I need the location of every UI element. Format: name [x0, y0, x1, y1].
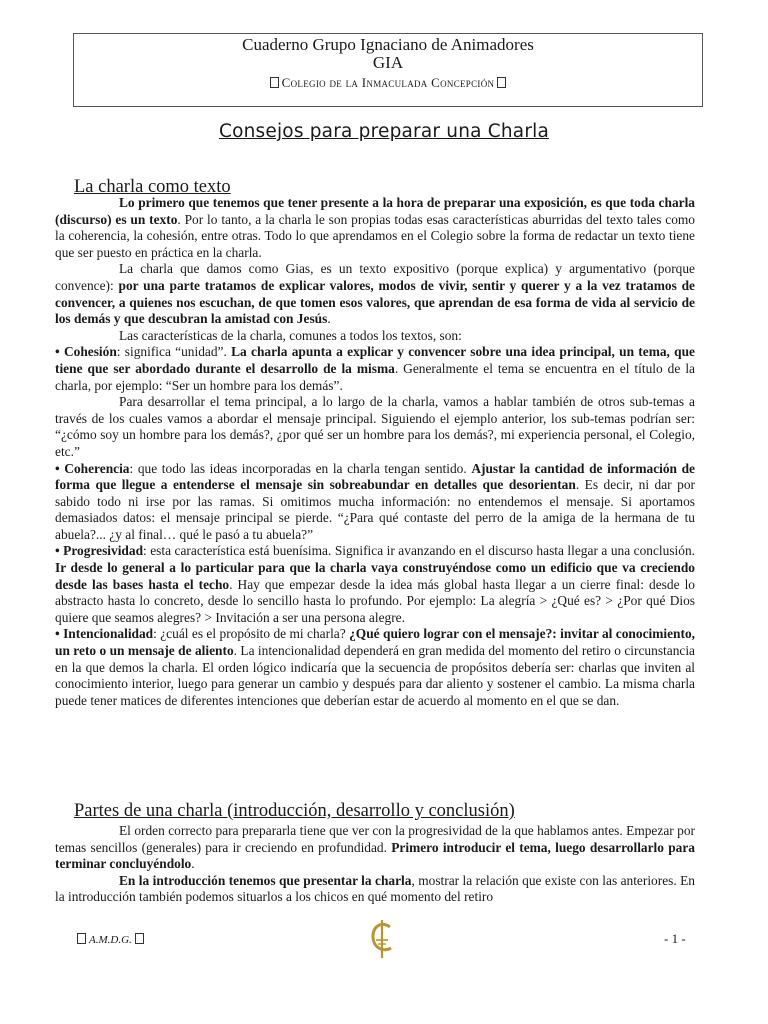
box-glyph-icon	[497, 77, 506, 88]
text: : ¿cuál es el propósito de mi charla?	[153, 626, 350, 642]
box-glyph-icon	[135, 933, 144, 944]
paragraph	[55, 873, 695, 906]
box-glyph-icon	[270, 77, 279, 88]
text: . La intencionalidad dependerá en gran medida del momento del retiro o circunstancia en la que demos la charla. El orden lógico indicaría que la secuencia de propósitos debería ser: charlas que inviten al conocimiento interior, luego para generar un cambio y después para dar aliento y sostener el cambio. La misma charla puede tener matices de diferentes intenciones que deberían estar de acuerdo al momento en el que se dan.	[55, 643, 695, 708]
text: .	[191, 856, 195, 872]
bullet-label: • Intencionalidad	[55, 626, 154, 642]
section-body-partes	[55, 823, 695, 906]
bold-text: ¿Qué quiero lograr con el mensaje?: invitar al conocimiento, un reto o un mensaje de aliento	[55, 626, 695, 659]
bold-text: Ir desde lo general a lo particular para que la charla vaya construyéndose como un edificio que va creciendo desde las bases hasta el techo	[55, 560, 695, 592]
text: La charla que damos como Gias, es un texto expositivo (porque explica) y argumentativo (porque convence):	[55, 261, 695, 293]
section-body-charla-texto	[55, 195, 695, 709]
header-box	[73, 33, 703, 107]
bold-text: La charla apunta a explicar y convencer sobre una idea principal, un tema, que tiene que ser abordado durante el desarrollo de la misma	[55, 344, 695, 376]
bullet-label: • Coherencia	[55, 460, 130, 476]
header-school-name: Colegio de la Inmaculada Concepción	[281, 75, 495, 90]
bullet-label: • Progresividad	[55, 543, 144, 559]
footer-amdg-text: A.M.D.G.	[89, 934, 132, 946]
bold-text: Lo primero que tenemos que tener presente a la hora de preparar una exposición, es que toda charla (discurso) es un texto	[55, 195, 695, 227]
text: . Por lo tanto, a la charla le son propias todas esas características aburridas del texto tales como la coherencia, la cohesión, entre otras. Todo lo que aprendamos en el Colegio sobre la forma de redactar un texto tiene que ser puesto en práctica en la charla.	[55, 211, 695, 260]
bold-text: En la introducción tenemos que presentar la charla	[119, 872, 412, 888]
footer-amdg	[74, 933, 147, 946]
section-heading-partes: Partes de una charla (introducción, desarrollo y conclusión)	[74, 801, 515, 821]
page-number: - 1 -	[664, 931, 686, 946]
paragraph: Para desarrollar el tema principal, a lo largo de la charla, vamos a hablar también de otros sub-temas a través de los cuales vamos a abordar el mensaje principal. Siguiendo el ejemplo anterior, los sub-temas podrían ser: “¿cómo soy un hombre para los demás?, ¿por qué ser un hombre para los demás?, mi experiencia personal, el Colegio, etc.”	[55, 394, 695, 459]
paragraph-coherencia	[55, 461, 695, 544]
text: , mostrar la relación que existe con las anteriores. En la introducción también podemos situarlos a los chicos en qué momento del retiro	[55, 872, 695, 905]
header-title: Cuaderno Grupo Ignaciano de Animadores	[242, 35, 534, 54]
paragraph	[55, 195, 695, 261]
paragraph-intencionalidad	[55, 626, 695, 709]
box-glyph-icon	[77, 933, 86, 944]
bullet-label: • Cohesión	[55, 344, 117, 360]
header-school	[74, 74, 702, 92]
document-title: Consejos para preparar una Charla	[218, 121, 550, 142]
paragraph-progresividad	[55, 543, 695, 626]
bold-text: por una parte tratamos de explicar valores, modos de vivir, sentir y querer y a la vez tratamos de convencer, a quienes nos escuchan, de que tomen esos valores, que aprendan de esa forma de vida al servicio de los demás y que descubran la amistad con Jesús	[55, 277, 695, 327]
text: : que todo las ideas incorporadas en la charla tengan sentido.	[129, 460, 472, 476]
bold-text: Ajustar la cantidad de información de forma que llegue a entenderse el mensaje sin sobreabundar en detalles que desorientan	[55, 460, 696, 493]
section-heading-charla-texto: La charla como texto	[74, 177, 231, 197]
paragraph: Las características de la charla, comunes a todos los textos, son:	[119, 327, 462, 343]
text: : esta característica está buenísima. Significa ir avanzando en el discurso hasta llegar a una conclusión.	[143, 543, 696, 559]
text: : significa “unidad”.	[116, 344, 232, 360]
bold-text: Primero introducir el tema, luego desarrollarlo para terminar concluyéndolo	[55, 839, 696, 872]
text: . Es decir, ni dar por sabido todo ni irse por las ramas. Si omitimos mucha información: no entendemos el mensaje. Si aportamos demasiados datos: el mensaje principal se pierde. “¿Para qué contaste del perro de la amiga de la hermana de tu abuela?... ¿y al final… qué le pasó a tu abuela?”	[55, 477, 695, 542]
text: El orden correcto para prepararla tiene que ver con la progresividad de la que hablamos antes. Empezar por temas sencillos (generales) para ir creciendo en profundidad.	[55, 823, 695, 855]
paragraph	[55, 823, 695, 873]
text: . Hay que empezar desde la idea más global hasta llegar a un cierre final: desde lo abstracto hasta lo concreto, desde lo sencillo hasta lo profundo. Por ejemplo: La alegría > ¿Qué es? > ¿Por qué Dios quiere que seamos alegres? > Invitación a ser una persona alegre.	[55, 576, 695, 625]
text: .	[327, 311, 331, 327]
paragraph-cohesion	[55, 344, 695, 394]
text: . Generalmente el tema se encuentra en el título de la charla, por ejemplo: “Ser un hombre para los demás”.	[55, 360, 695, 393]
header-subtitle: GIA	[372, 53, 404, 72]
paragraph	[55, 261, 695, 327]
colegio-crest-icon	[368, 918, 396, 960]
